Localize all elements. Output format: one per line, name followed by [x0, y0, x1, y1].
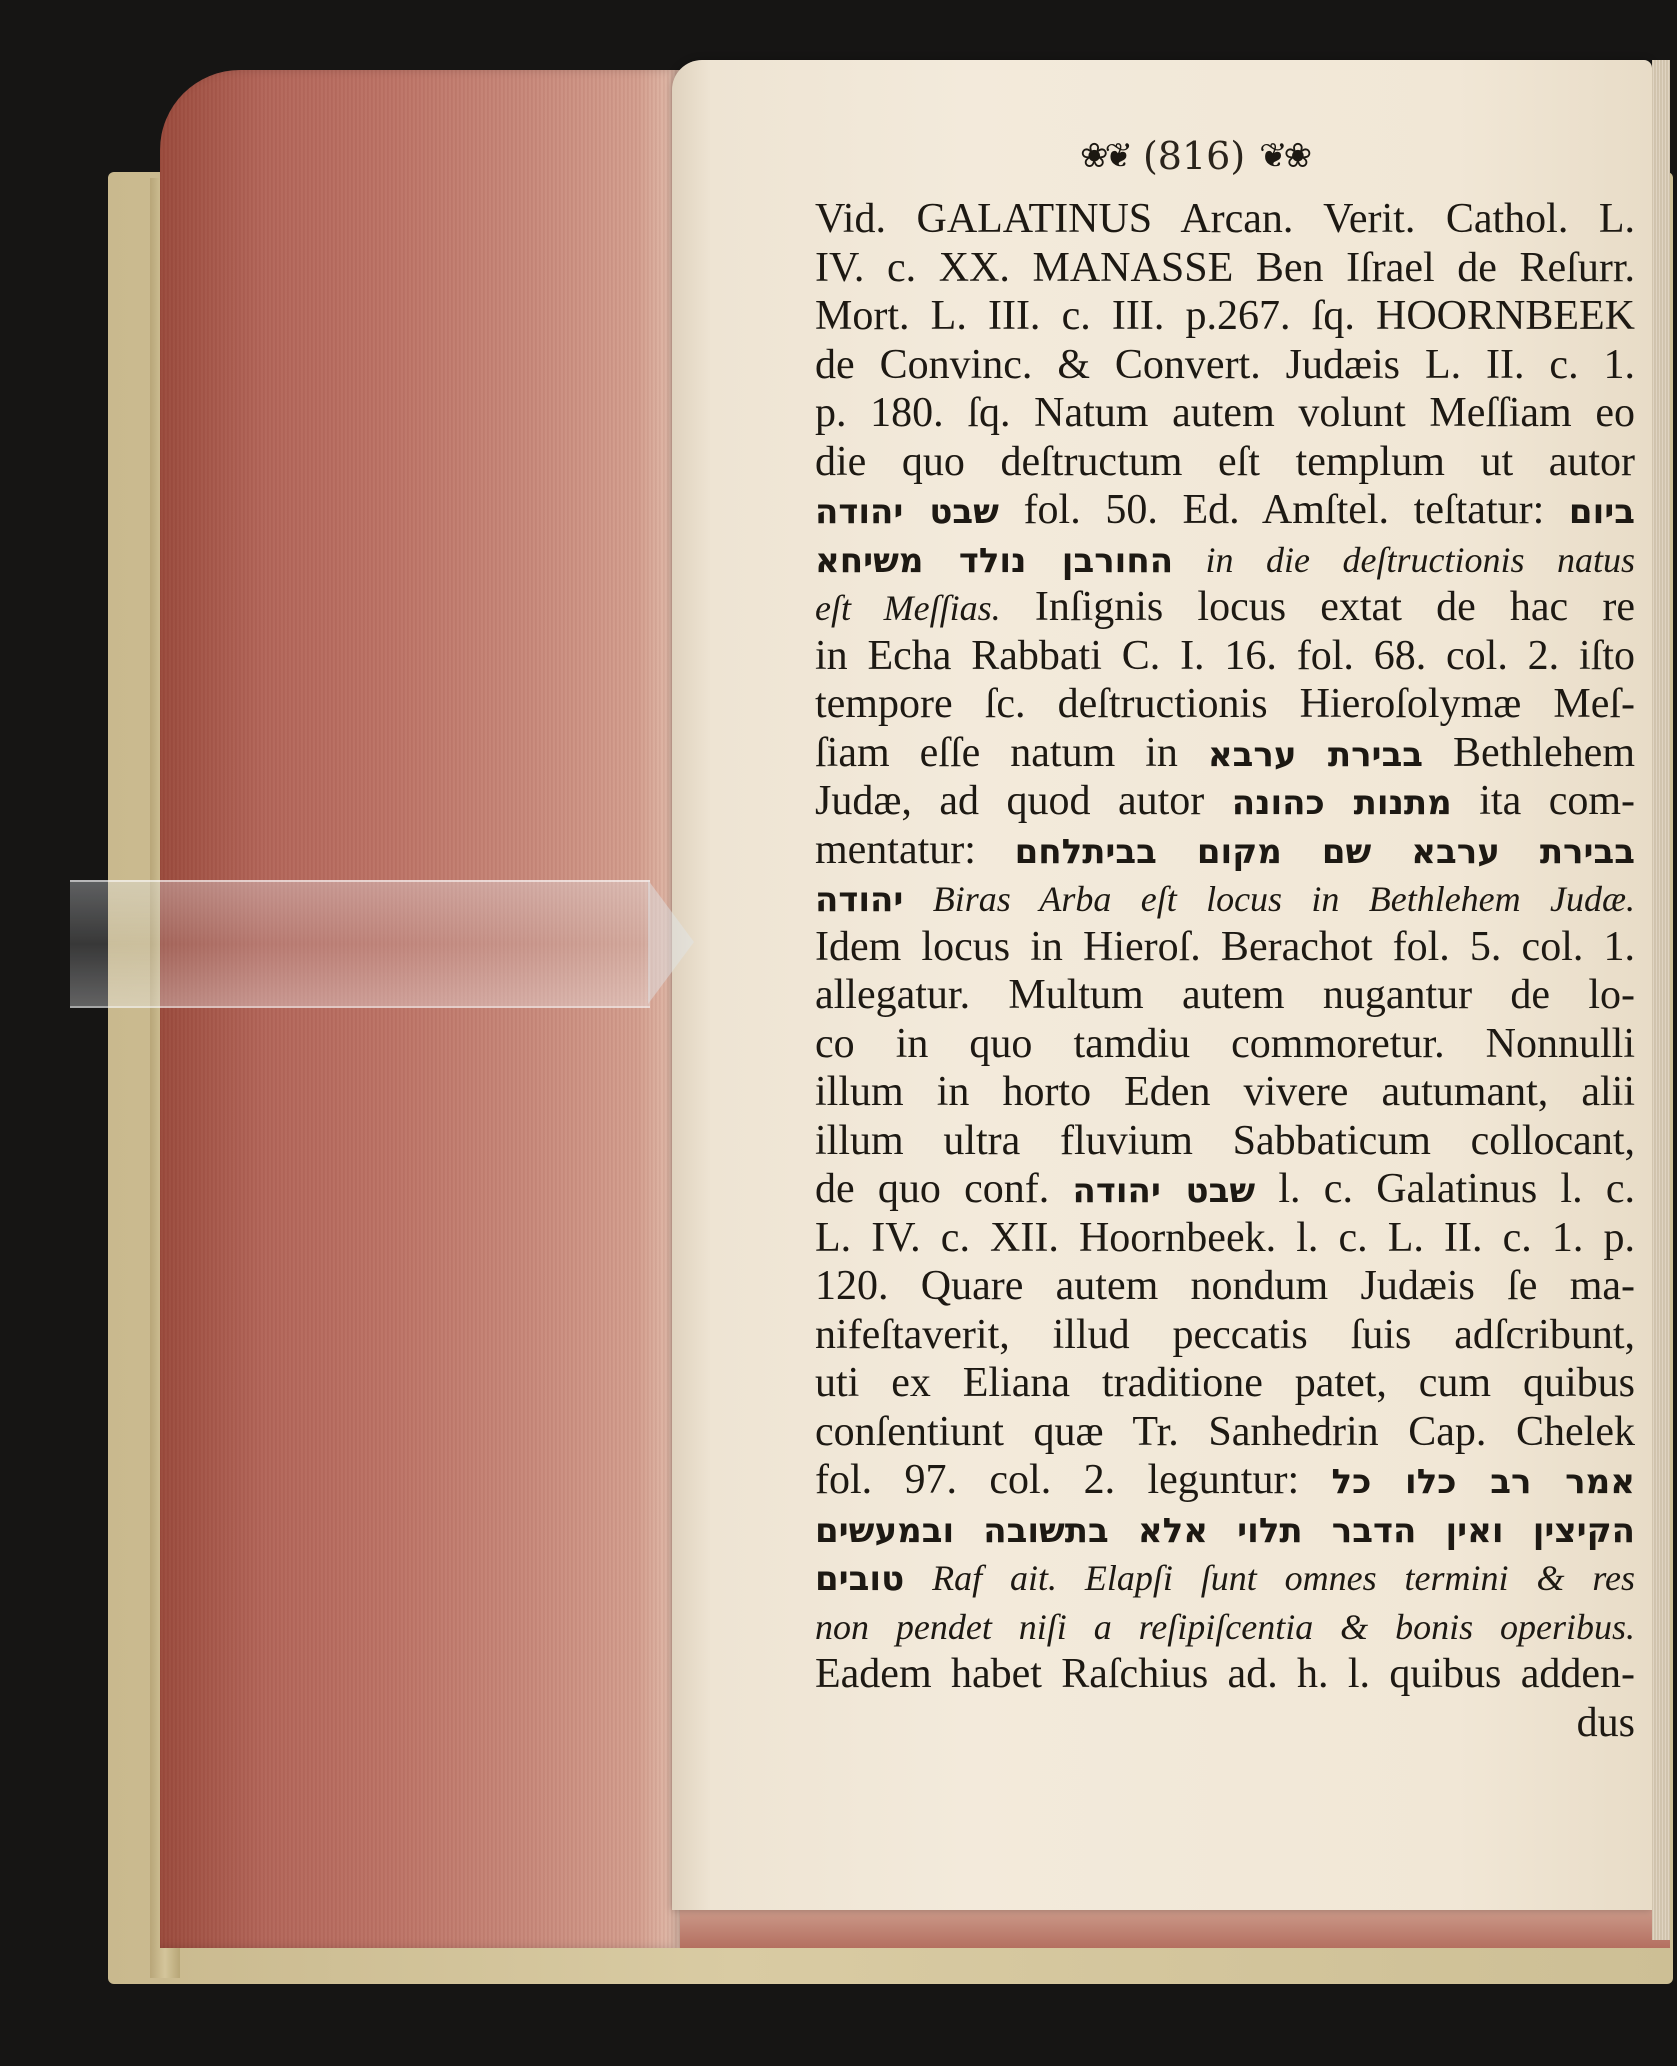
hebrew-run: ביום [1568, 492, 1635, 532]
header-ornament-left: ❀❦ [1080, 136, 1129, 176]
page-number: (816) [1142, 134, 1246, 178]
text-line [815, 1311, 1635, 1360]
hebrew-run: הקיצין ואין הדבר תלוי אלא בתשובה ובמעשים [815, 1510, 1635, 1551]
text-line [815, 535, 1635, 584]
italic-run: Raf ait. Elapſi ſunt omnes termini & res [904, 1558, 1635, 1598]
text-line [815, 680, 1635, 729]
text-run: Mort. L. III. c. III. p.267. ſq. HOORNBEEK [815, 293, 1635, 339]
hebrew-run: שבט יהודה [815, 492, 999, 532]
text-run: IV. c. XX. MANASSE Ben Iſrael de Reſurr. [815, 244, 1635, 291]
hebrew-run: טובים [815, 1559, 905, 1599]
text-line [815, 1359, 1635, 1408]
text-line [815, 1650, 1635, 1699]
text-run: in Echa Rabbati C. I. 16. fol. 68. col. 2. iſto [815, 632, 1635, 679]
text-run: ita com- [1451, 778, 1635, 824]
hebrew-run: מתנות כהונה [1231, 783, 1452, 823]
text-line [815, 244, 1635, 293]
text-run: de Convinc. & Convert. Judæis L. II. c. 1. [815, 341, 1635, 388]
text-run: de quo conf. [815, 1166, 1073, 1212]
text-line [815, 923, 1635, 972]
text-run: Vid. GALATINUS Arcan. Verit. Cathol. L. [815, 196, 1635, 242]
text-line [815, 1553, 1635, 1602]
text-line [815, 1505, 1635, 1554]
text-run: L. IV. c. XII. Hoornbeek. l. c. L. II. c. 1. p. [815, 1214, 1635, 1261]
text-run: Idem locus in Hieroſ. Berachot fol. 5. col. 1. [815, 923, 1635, 970]
text-line [815, 341, 1635, 390]
text-run: 120. Quare autem nondum Judæis ſe ma- [815, 1263, 1635, 1309]
text-run: fol. 50. Ed. Amſtel. teſtatur: [998, 487, 1569, 533]
text-run: co in quo tamdiu commoretur. Nonnulli [815, 1020, 1635, 1067]
page-header [1080, 134, 1308, 178]
page-stack-edge [1652, 60, 1670, 1940]
text-line [815, 729, 1635, 778]
bookmark-tip [648, 880, 694, 1004]
text-run: nifeſtaverit, illud peccatis ſuis adſcribunt, [815, 1311, 1635, 1358]
text-line [815, 1020, 1635, 1069]
text-run: l. c. Galatinus l. c. [1255, 1166, 1635, 1212]
text-run: uti ex Eliana traditione patet, cum quibus [815, 1360, 1635, 1406]
header-ornament-right: ❦❀ [1259, 136, 1309, 176]
text-line [815, 438, 1635, 487]
text-line [815, 1068, 1635, 1117]
italic-run: non pendet niſi a reſipiſcentia & bonis operibus. [815, 1606, 1635, 1647]
text-line [815, 826, 1635, 875]
text-line [815, 632, 1635, 681]
hebrew-run: שבט יהודה [1072, 1171, 1256, 1211]
text-line [815, 195, 1635, 244]
text-line [815, 874, 1635, 923]
text-line [815, 486, 1635, 535]
text-run: Inſignis locus extat de hac re [1000, 584, 1636, 630]
text-run: p. 180. ſq. Natum autem volunt Meſſiam eo [815, 390, 1635, 436]
text-run: Eadem habet Raſchius ad. h. l. quibus adden- [815, 1651, 1635, 1697]
text-line [815, 1456, 1635, 1505]
text-line [815, 1602, 1635, 1651]
hebrew-run: בבירת ערבא שם מקום בביתלחם [1014, 831, 1636, 872]
text-run: Judæ, ad quod autor [815, 778, 1232, 824]
text-line [815, 1699, 1635, 1748]
text-line [815, 389, 1635, 438]
italic-run: Biras Arba eſt locus in Bethlehem Judæ. [903, 879, 1635, 919]
hebrew-run: בבירת ערבא [1207, 734, 1424, 775]
hebrew-run: אמר רב כלו כל [1331, 1462, 1635, 1502]
text-run: mentatur: [815, 826, 1015, 873]
italic-run: eſt Meſſias. [815, 588, 1001, 628]
text-line [815, 1408, 1635, 1457]
text-run: die quo deſtructum eſt templum ut autor [815, 438, 1635, 485]
text-run: conſentiunt quæ Tr. Sanhedrin Cap. Chelek [815, 1408, 1635, 1455]
text-line [815, 1262, 1635, 1311]
text-run: allegatur. Multum autem nugantur de lo- [815, 972, 1635, 1018]
text-run: illum in horto Eden vivere autumant, alii [815, 1069, 1635, 1115]
italic-run: in die deſtructionis natus [1173, 539, 1635, 580]
text-line [815, 1214, 1635, 1263]
text-run: illum ultra fluvium Sabbaticum collocant, [815, 1117, 1635, 1164]
hebrew-run: החורבן נולד משיחא [815, 540, 1174, 581]
text-line [815, 1165, 1635, 1214]
text-line [815, 583, 1635, 632]
text-run: fol. 97. col. 2. leguntur: [815, 1457, 1332, 1503]
page-text [815, 195, 1635, 1747]
text-run: dus [1576, 1699, 1635, 1746]
text-line [815, 1117, 1635, 1166]
text-run: tempore ſc. deſtructionis Hieroſolymæ Meſ- [815, 681, 1635, 727]
text-line [815, 971, 1635, 1020]
page-block-fore-edge [160, 70, 680, 1948]
text-run: Bethlehem [1423, 729, 1635, 776]
hebrew-run: יהודה [815, 880, 904, 920]
bookmark-strip [70, 880, 650, 1008]
text-line [815, 777, 1635, 826]
text-line [815, 292, 1635, 341]
text-run: ſiam eſſe natum in [815, 729, 1208, 776]
